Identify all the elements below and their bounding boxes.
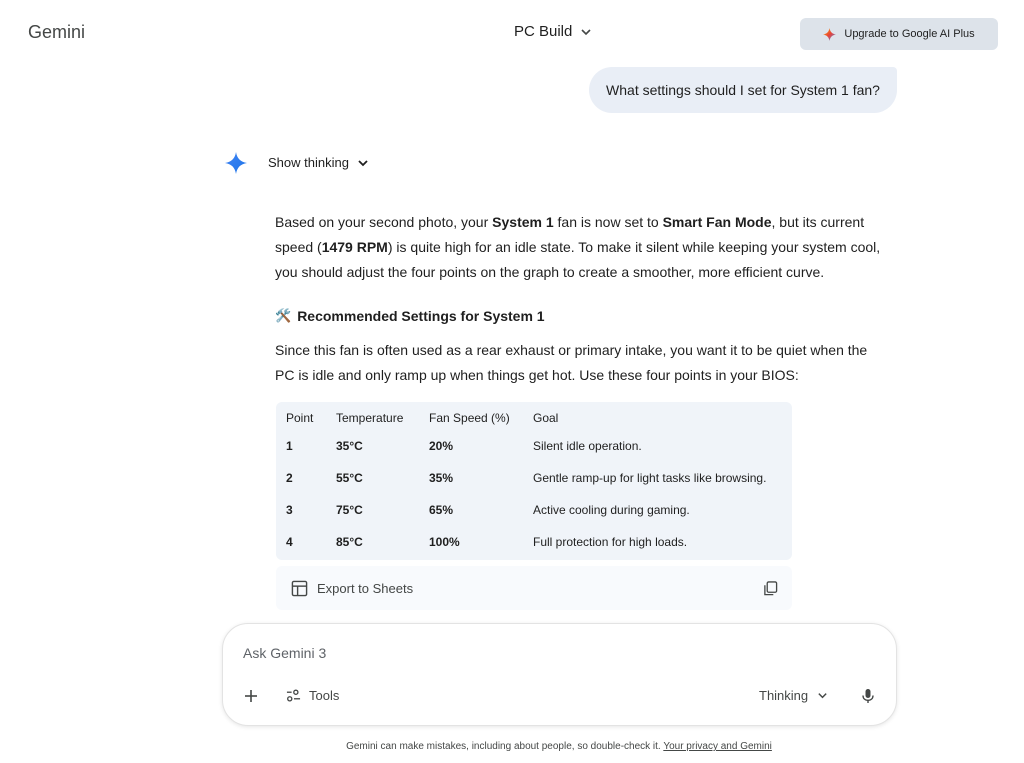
prompt-input[interactable]	[243, 642, 843, 664]
table-header-fan-speed: Fan Speed (%)	[429, 411, 510, 425]
table-cell: 65%	[429, 503, 454, 517]
prompt-composer	[222, 623, 897, 726]
export-label: Export to Sheets	[317, 580, 414, 596]
table-cell: 1	[286, 439, 293, 453]
table-cell: 4	[286, 535, 293, 549]
copy-icon[interactable]	[763, 581, 778, 596]
table-row	[276, 494, 766, 526]
tools-emoji-icon: 🛠️	[275, 308, 292, 323]
table-header-row	[276, 406, 766, 430]
section-paragraph: Since this fan is often used as a rear exhaust or primary intake, you want it to be quiet when the PC is idle and only ramp up when things get hot. Use these four points in your BIOS:	[275, 342, 868, 383]
table-cell: Silent idle operation.	[533, 439, 642, 453]
table-cell: 3	[286, 503, 293, 517]
disclaimer-text: Gemini can make mistakes, including about people, so double-check it.	[346, 741, 664, 752]
chevron-down-icon	[580, 26, 592, 38]
plus-icon[interactable]	[243, 688, 259, 704]
table-cell: 35°C	[336, 439, 363, 453]
section-heading	[275, 308, 545, 324]
upgrade-label: Upgrade to Google AI Plus	[844, 28, 975, 40]
app-title: Gemini	[28, 22, 86, 42]
gemini-spark-icon	[225, 152, 247, 174]
table-row	[276, 430, 766, 462]
response-intro	[275, 210, 895, 285]
spark-icon	[823, 28, 836, 41]
intro-text: , but its current speed (	[275, 214, 865, 255]
mode-selector[interactable]	[759, 688, 828, 703]
chevron-down-icon	[357, 157, 369, 169]
upgrade-button[interactable]	[800, 18, 998, 50]
table-cell: 85°C	[336, 535, 363, 549]
intro-bold-fan: System 1	[492, 214, 554, 230]
table-actions-bar	[276, 566, 792, 610]
table-cell: 35%	[429, 471, 454, 485]
table-cell: 20%	[429, 439, 454, 453]
conversation-title: PC Build	[514, 23, 573, 40]
tools-button[interactable]	[286, 688, 339, 703]
fan-curve-table	[276, 406, 766, 558]
table-header-point: Point	[286, 411, 314, 425]
show-thinking-toggle[interactable]	[268, 155, 369, 170]
intro-bold-rpm: 1479 RPM	[321, 239, 388, 255]
intro-text: Based on your second photo, your	[275, 214, 493, 230]
table-icon	[291, 580, 308, 597]
tools-icon	[286, 688, 301, 703]
fan-curve-table-container	[276, 402, 792, 560]
conversation-title-menu[interactable]	[514, 23, 592, 40]
table-header-temperature: Temperature	[336, 411, 404, 425]
table-cell: Gentle ramp-up for light tasks like browsing.	[533, 471, 767, 485]
table-cell: Full protection for high loads.	[533, 535, 688, 549]
intro-text: fan is now set to	[553, 214, 663, 230]
chevron-down-icon	[817, 690, 828, 701]
table-cell: Active cooling during gaming.	[533, 503, 690, 517]
section-heading-text: Recommended Settings for System 1	[297, 308, 545, 324]
table-row	[276, 462, 766, 494]
mode-label: Thinking	[759, 688, 809, 703]
intro-text: ) is quite high for an idle state. To make it silent while keeping your system cool, you should adjust the four points on the graph to create a smoother, more efficient curve.	[275, 239, 881, 280]
table-row	[276, 526, 766, 558]
table-cell: 2	[286, 471, 293, 485]
privacy-link[interactable]: Your privacy and Gemini	[663, 741, 772, 752]
show-thinking-label: Show thinking	[268, 155, 349, 170]
mic-icon[interactable]	[860, 688, 876, 704]
intro-bold-mode: Smart Fan Mode	[662, 214, 772, 230]
table-cell: 100%	[429, 535, 460, 549]
user-message: What settings should I set for System 1 fan?	[589, 67, 897, 113]
tools-label: Tools	[309, 688, 340, 703]
table-header-goal: Goal	[533, 411, 559, 425]
footer-disclaimer	[0, 741, 1024, 752]
export-to-sheets-button[interactable]	[291, 580, 413, 597]
table-cell: 55°C	[336, 471, 363, 485]
table-cell: 75°C	[336, 503, 363, 517]
